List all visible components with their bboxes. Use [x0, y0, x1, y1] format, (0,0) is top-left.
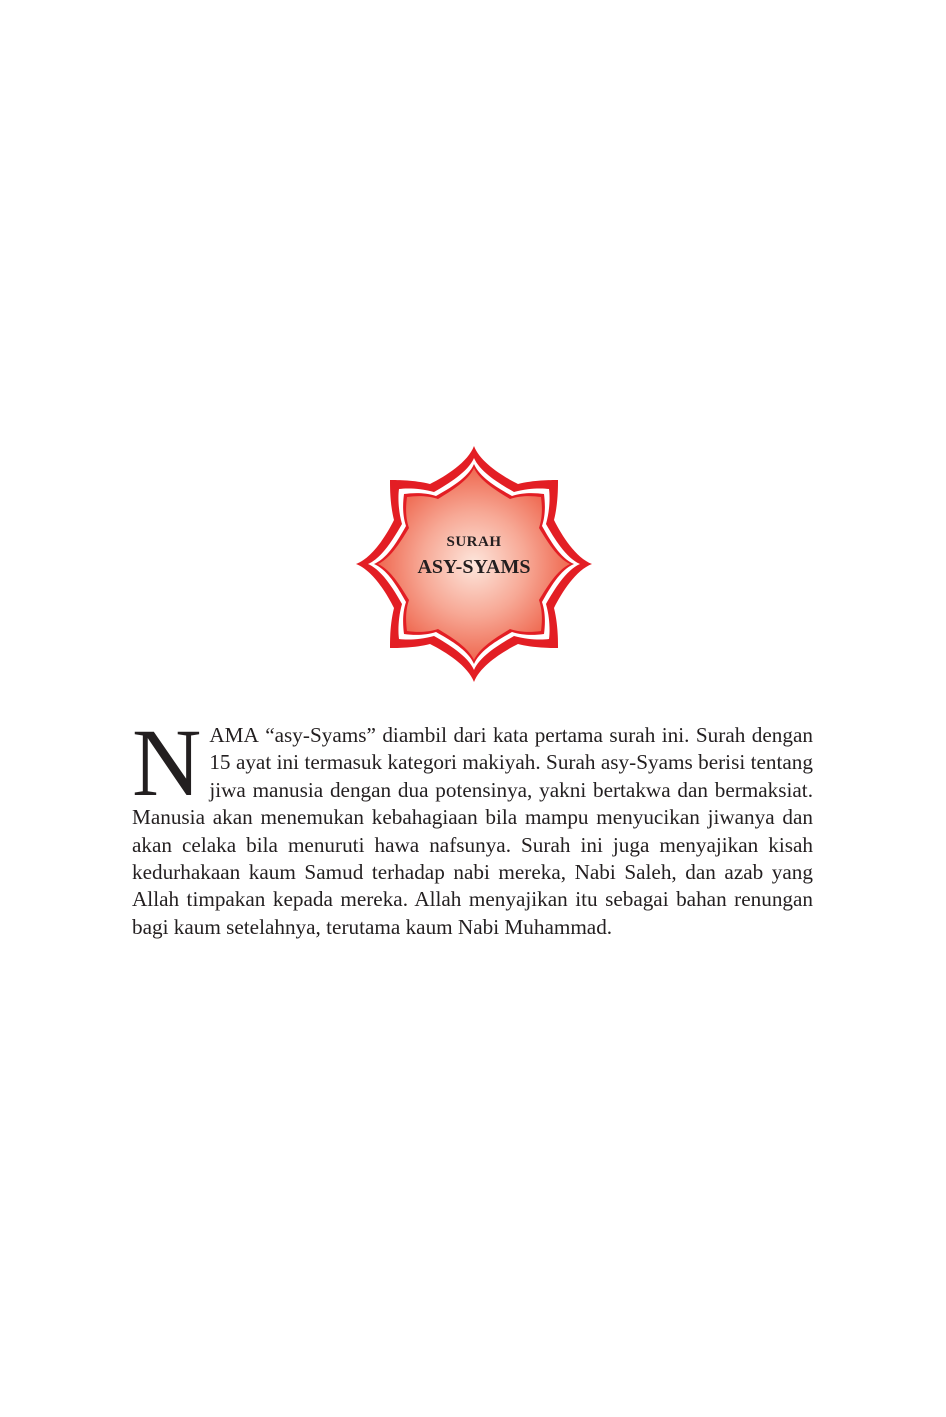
surah-introduction	[132, 709, 813, 941]
emblem-text	[348, 438, 600, 690]
drop-cap: N	[132, 709, 202, 816]
surah-emblem	[348, 438, 600, 690]
surah-title: ASY-SYAMS	[417, 556, 531, 578]
lead-word: AMA	[209, 723, 259, 747]
introduction-text: “asy-Syams” diambil dari kata pertama surah ini. Surah dengan 15 ayat ini termasuk kategori makiyah. Surah asy-Syams berisi tentang jiwa manusia dengan dua potensinya, yakni bertakwa dan bermaksiat. Manusia akan menemukan kebahagiaan bila mampu menyucikan jiwanya dan akan celaka bila menuruti hawa nafsunya. Surah ini juga menyajikan kisah kedurhakaan kaum Samud terhadap nabi mereka, Nabi Saleh, dan azab yang Allah timpakan kepada mereka. Allah menyajikan itu sebagai bahan renungan bagi kaum setelahnya, terutama kaum Nabi Muhammad.	[132, 723, 813, 939]
surah-label: SURAH	[446, 534, 502, 550]
